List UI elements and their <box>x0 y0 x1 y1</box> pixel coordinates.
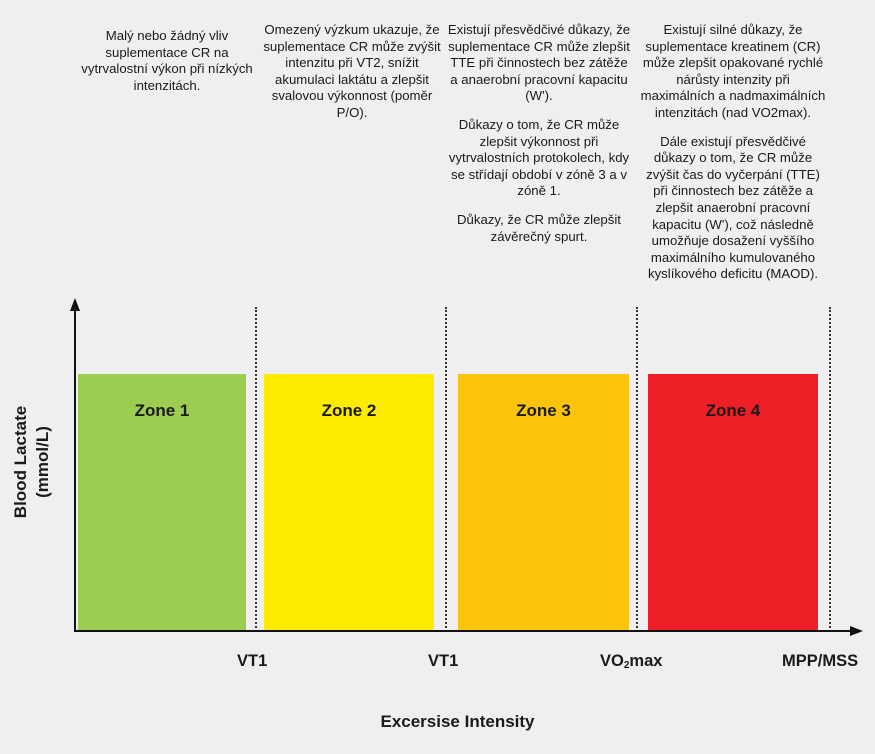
zone3-note-text-1: Existují přesvědčivé důkazy, že suplementace CR může zlepšit TTE při činnostech bez zátěže a anaerobní pracovní kapacitu (W'). <box>447 22 631 104</box>
tick-vo2max-main: VO <box>600 652 624 670</box>
zone1-note-text: Malý nebo žádný vliv suplementace CR na vytrvalostní výkon při nízkých intenzitách. <box>81 28 253 93</box>
x-axis-arrowhead <box>850 626 863 636</box>
x-axis-title: Excersise Intensity <box>380 712 535 731</box>
y-axis-title-line2: (mmol/L) <box>33 426 52 498</box>
tick-mpp-mss: MPP/MSS <box>782 652 859 670</box>
zone-3-label: Zone 3 <box>516 401 571 420</box>
tick-vo2max-sub: 2 <box>623 660 630 671</box>
zone4-note-text-2: Dále existují přesvědčivé důkazy o tom, že CR může zvýšit čas do vyčerpání (TTE) při činnostech bez zátěže a zlepšit anaerobní pracovní kapacitu (W'), což následně umožňuje dosažení vyššího maximálního kumulovaného kyslíkového deficitu (MAOD). <box>646 133 820 282</box>
zone-4-label: Zone 4 <box>705 401 761 420</box>
zone3-note-text-3: Důkazy, že CR může zlepšit závěrečný spurt. <box>457 211 621 244</box>
y-axis-title <box>10 406 54 518</box>
zone4-note-text-1: Existují silné důkazy, že suplementace kreatinem (CR) může zlepšit opakované rychlé nárůsty intenzity při maximálních a nadmaximálních intenzitách (nad VO2max). <box>640 22 826 120</box>
zone-1-label: Zone 1 <box>134 401 190 420</box>
tick-vo2max-tail: max <box>629 652 663 670</box>
zone3-note-text-2: Důkazy o tom, že CR může zlepšit výkonnost při vytrvalostních protokolech, kdy se střídají období v zóně 3 a v zóně 1. <box>448 116 630 199</box>
zone2-note-text: Omezený výzkum ukazuje, že suplementace CR může zvýšit intenzitu při VT2, snížit akumulaci laktátu a zlepšit svalovou výkonnost (poměr P/O). <box>263 22 441 120</box>
tick-vo2max <box>600 652 662 671</box>
y-axis-arrowhead <box>70 298 80 311</box>
zone-2-label: Zone 2 <box>321 401 377 420</box>
tick-vt1-first: VT1 <box>237 652 268 670</box>
tick-vt1-second: VT1 <box>428 652 459 670</box>
y-axis-title-line1: Blood Lactate <box>11 405 30 519</box>
